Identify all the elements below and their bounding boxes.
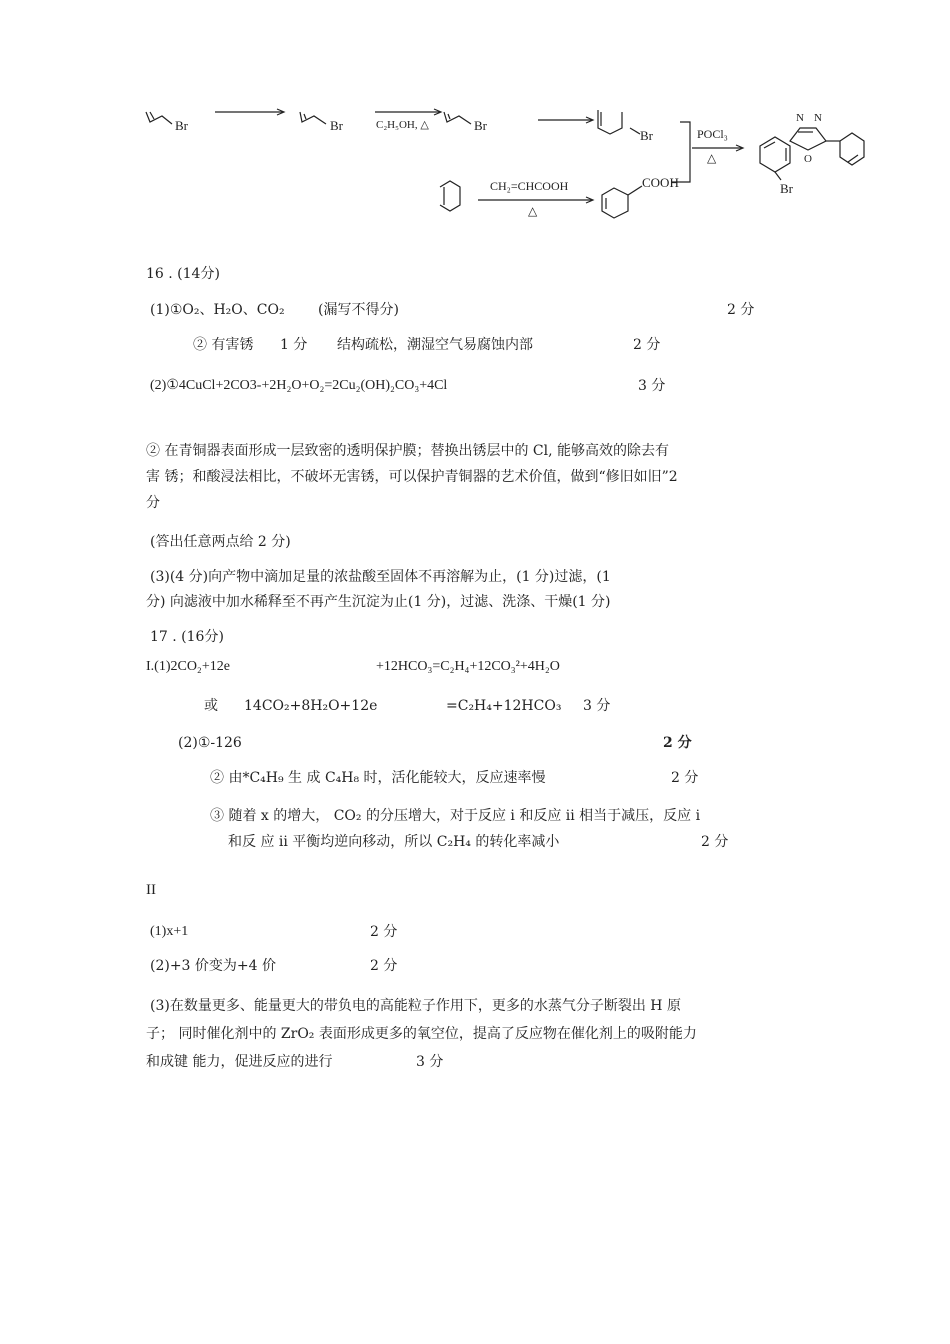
q17-i2-1-score: 2 分 [663,735,692,751]
q17-i2-3-line2: 和反 应 ii 平衡均逆向移动，所以 C₂H₄ 的转化率减小 [228,834,560,850]
q16-part1-1-note: (漏写不得分) [318,302,399,318]
q16-part3-line1: (3)(4 分)向产物中滴加足量的浓盐酸至固体不再溶解为止，(1 分)过滤，(1 [150,569,611,585]
q17-i1-b: +12HCO₃=C₂H₄+12CO₃²+4H₂O [376,659,560,674]
br-label-4: Br [640,128,653,143]
q17-ii-header: II [146,882,156,898]
q16-part1-1: (1)①O₂、H₂O、CO₂ [150,302,285,318]
merge-bracket [680,122,690,182]
cooh-label: COOH [642,175,679,190]
compound-4-fragment [598,110,640,134]
q17-i2-2-score: 2 分 [671,770,699,786]
q17-i1-a: I.(1)2CO₂+12e [146,659,230,674]
q16-part1-2-a: ② 有害锈 [193,337,254,353]
reagent-ethanol: C₂H₅OH, △ [376,119,429,131]
br-label-product: Br [780,181,793,196]
product-cyclohexene-ring [840,133,864,165]
q16-part2-2-line3: 分 [146,495,160,511]
q17-i2-3-line1: ③ 随着 x 的增大， CO₂ 的分压增大，对于反应 i 和反应 ii 相当于减压，反应 i [210,808,701,824]
q17-ii-1-score: 2 分 [370,924,398,940]
q17-ii-3-line3: 和成键 能力，促进反应的进行 [146,1054,333,1070]
q16-part2-2-line1: ② 在青铜器表面形成一层致密的透明保护膜；替换出锈层中的 Cl, 能够高效的除去有 [146,443,669,459]
br-label-3: Br [474,118,487,133]
atom-n2: N [814,112,822,124]
compound-3-fragment [444,112,471,124]
heat-symbol-1: △ [707,151,717,165]
br-label-2: Br [330,118,343,133]
butadiene [440,181,460,211]
q16-part2-2-line2: 害 锈；和酸浸法相比，不破坏无害锈，可以保护青铜器的艺术价值，做到“修旧如旧”2 [146,469,678,485]
q17-ii-3-line1: (3)在数量更多、能量更大的带负电的高能粒子作用下，更多的水蒸气分子断裂出 H 原 [150,998,681,1014]
q16-part1-1-score: 2 分 [727,302,755,318]
compound-1-fragment [146,112,172,124]
q17-i2-3-score: 2 分 [701,834,729,850]
q17-ii-3-line2: 子； 同时催化剂中的 ZrO₂ 表面形成更多的氧空位，提高了反应物在催化剂上的吸附能力 [146,1026,697,1042]
q17-ii-2-score: 2 分 [370,958,398,974]
atom-o: O [804,153,812,165]
q16-part2-note: (答出任意两点给 2 分) [150,534,291,550]
q17-i2-2: ② 由*C₄H₉ 生 成 C₄H₈ 时，活化能较大，反应速率慢 [210,770,546,786]
q16-part1-2-score: 2 分 [633,337,661,353]
br-label-1: Br [175,118,188,133]
compound-2-fragment [300,112,326,124]
reagent-pocl3: POCl₃ [697,127,728,141]
q17-i2-1: (2)①-126 [178,735,242,751]
q17-ii-1: (1)x+1 [150,924,189,939]
q16-part3-line2: 分) 向滤液中加水稀释至不再产生沉淀为止(1 分)，过滤、洗涤、干燥(1 分) [146,594,611,610]
q16-part1-2-b: 1 分 [280,337,308,353]
q17-header: 17 . (16分) [150,629,224,645]
q17-ii-3-score: 3 分 [416,1054,444,1070]
q17-i1-d: =C₂H₄+12HCO₃ [446,698,562,714]
product-oxadiazole-ring [790,128,826,150]
q17-i1-or: 或 [204,698,218,714]
heat-symbol-2: △ [528,204,538,218]
q16-part1-2-c: 结构疏松，潮湿空气易腐蚀内部 [337,337,533,353]
q17-i1-c: 14CO₂+8H₂O+12e [244,698,378,714]
q17-ii-2: (2)+3 价变为+4 价 [150,958,277,974]
q16-part2-1: (2)①4CuCl+2CO3-+2H₂O+O₂=2Cu₂(OH)₂CO₃+4Cl [150,378,448,393]
atom-n1: N [796,112,804,124]
q16-header: 16 . (14分) [146,266,220,282]
q16-part2-1-score: 3 分 [638,378,666,394]
reaction-scheme [0,0,950,240]
reagent-acrylic-acid: CH₂=CHCOOH [490,179,569,193]
q17-i1-score: 3 分 [583,698,611,714]
